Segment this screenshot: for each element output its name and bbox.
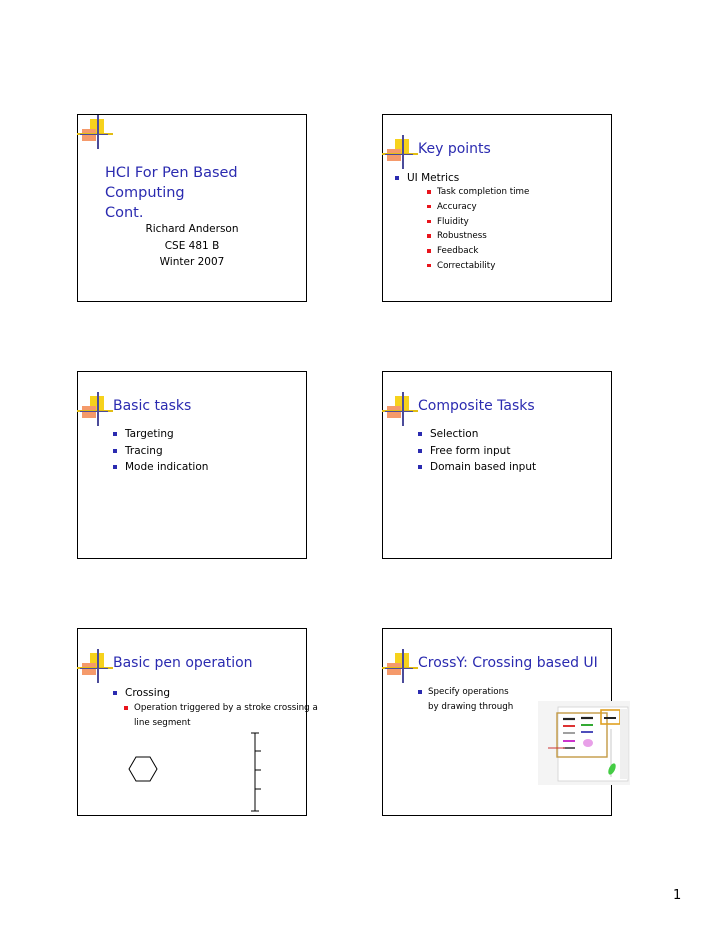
- slide-1: [77, 114, 307, 302]
- slide-1-title: [105, 163, 306, 223]
- slide-3: [77, 371, 307, 559]
- slide-6: [382, 628, 612, 816]
- list-item: by drawing through: [428, 701, 514, 712]
- page-number: 1: [673, 888, 682, 903]
- bullet-square-icon: [427, 205, 431, 209]
- slide-4-title: Composite Tasks: [418, 398, 535, 414]
- list-item: Specify operations: [417, 685, 513, 700]
- list-item: Correctability: [426, 259, 529, 274]
- term: Winter 2007: [159, 256, 225, 268]
- slide-4-bullets: [417, 426, 536, 476]
- slide-3-bullets: [112, 426, 208, 476]
- bullet-square-icon: [418, 432, 422, 436]
- crossing-diagram: [78, 629, 306, 815]
- list-item: Crossing: [112, 685, 170, 702]
- list-item: Selection: [417, 426, 536, 443]
- list-item: UI Metrics: [394, 170, 459, 187]
- slide-4: [382, 371, 612, 559]
- bullet-square-icon: [395, 176, 399, 180]
- slide-decoration-icon: [381, 133, 421, 173]
- title-line-1: HCI For Pen Based Computing: [105, 165, 238, 201]
- bullet-square-icon: [113, 449, 117, 453]
- slide-decoration-icon: [381, 390, 421, 430]
- bullet-square-icon: [113, 432, 117, 436]
- bullet-square-icon: [427, 249, 431, 253]
- slide-5-title: Basic pen operation: [113, 655, 253, 671]
- list-item: Free form input: [417, 443, 536, 460]
- slide-2-title: Key points: [418, 141, 491, 157]
- list-item: Tracing: [112, 443, 208, 460]
- list-item: Accuracy: [426, 200, 529, 215]
- bullet-square-icon: [418, 465, 422, 469]
- bullet-square-icon: [113, 465, 117, 469]
- list-item: Task completion time: [426, 185, 529, 200]
- slide-5: [77, 628, 318, 816]
- list-item: Domain based input: [417, 459, 536, 476]
- list-item: Robustness: [426, 229, 529, 244]
- author: Richard Anderson: [145, 223, 239, 235]
- slide-decoration-icon: [381, 647, 421, 687]
- slide-6-bullets: [417, 685, 513, 715]
- slide-3-title: Basic tasks: [113, 398, 192, 414]
- bullet-square-icon: [427, 234, 431, 238]
- slide-1-subtitle: [78, 221, 306, 271]
- bullet-square-icon: [427, 220, 431, 224]
- bullet-square-icon: [427, 190, 431, 194]
- bullet-square-icon: [427, 264, 431, 268]
- list-item: Targeting: [112, 426, 208, 443]
- list-item: Fluidity: [426, 215, 529, 230]
- slide-decoration-icon: [76, 390, 116, 430]
- slide-6-title: CrossY: Crossing based UI: [418, 655, 598, 671]
- course: CSE 481 B: [164, 239, 220, 252]
- slide-2: [382, 114, 612, 302]
- hexagon-target-icon: [129, 757, 157, 781]
- list-item: Operation triggered by a stroke crossing a: [123, 701, 318, 716]
- slide-decoration-icon: [76, 113, 116, 153]
- bullet-square-icon: [418, 690, 422, 694]
- bullet-square-icon: [418, 449, 422, 453]
- title-line-2: Cont.: [105, 205, 144, 221]
- list-item: Mode indication: [112, 459, 208, 476]
- slide-2-subbullets: [426, 185, 529, 274]
- list-item: Feedback: [426, 244, 529, 259]
- crossy-screenshot-image: [538, 701, 630, 785]
- list-item: line segment: [134, 717, 191, 728]
